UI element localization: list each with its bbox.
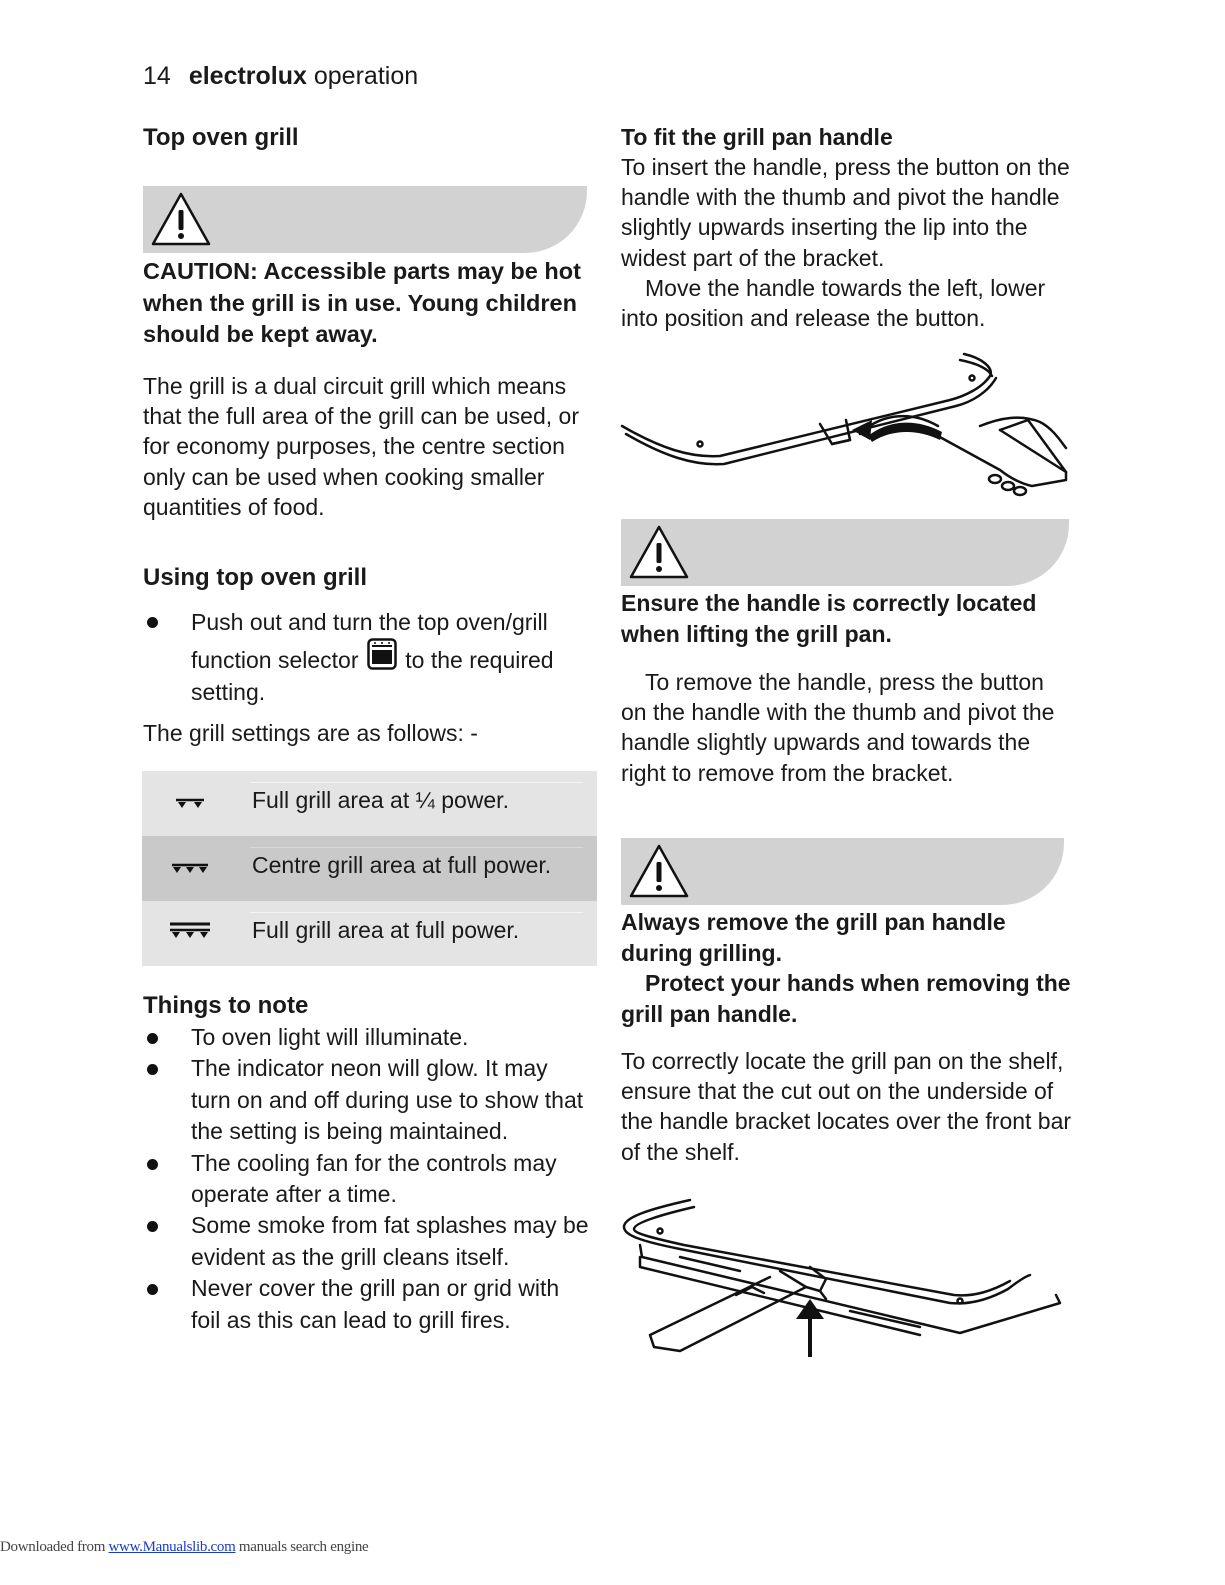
section-name: operation: [313, 62, 419, 90]
remove-handle-text: To remove the handle, press the button on the handle with the thumb and pivot the handle slightly upwards and towards the right to remove from the bracket.: [621, 669, 1055, 786]
manualslib-link[interactable]: www.Manualslib.com: [108, 1539, 236, 1555]
locate-pan-illustration: [620, 1195, 1070, 1365]
warning-triangle-icon: [150, 191, 212, 247]
top-oven-grill-title: Top oven grill: [143, 124, 299, 151]
using-grill-list: [143, 606, 593, 708]
grill-setting-text: Full grill area at full power.: [252, 917, 520, 943]
grill-setting-text: Centre grill area at full power.: [252, 852, 552, 878]
table-row: [142, 771, 597, 836]
warning-bar-2: [621, 838, 1064, 905]
caution-bar: [143, 186, 587, 253]
warning-text-2: Always remove the grill pan handle during grilling. Protect your hands when removing the grill pan handle.: [621, 909, 1071, 1027]
grill-settings-table: [142, 771, 597, 966]
using-grill-title: Using top oven grill: [143, 564, 368, 591]
grill-intro: The grill is a dual circuit grill which means that the full area of the grill can be used, or for economy purposes, the centre section only can be used when cooking smaller quantities of food.: [143, 373, 579, 520]
centre-grill-icon: [168, 862, 212, 876]
list-item: Push out and turn the top oven/grill function selector to the required setting.: [143, 606, 593, 708]
insert-handle-illustration: [620, 348, 1075, 498]
page-header: [143, 62, 418, 91]
full-grill-icon: [168, 921, 212, 941]
page-number: 14: [143, 62, 171, 90]
warning-bar-1: [621, 519, 1069, 586]
things-to-note-title: Things to note: [143, 992, 309, 1019]
notes-list: [143, 1022, 593, 1336]
warning-text-1: Ensure the handle is correctly located when lifting the grill pan.: [621, 590, 1037, 647]
quarter-power-grill-icon: [168, 797, 212, 811]
settings-intro: The grill settings are as follows: -: [143, 720, 478, 746]
warning-triangle-icon: [628, 843, 690, 899]
fit-handle-text: To insert the handle, press the button on the handle with the thumb and pivot the handle slightly upwards inserting the lip into the widest part of the bracket. Move the handle towards the left, lower into position and release the button.: [621, 154, 1070, 332]
locate-pan-text: To correctly locate the grill pan on the shelf, ensure that the cut out on the underside of the handle bracket locates over the front bar of the shelf.: [621, 1048, 1072, 1165]
table-row: [142, 901, 597, 966]
list-item: To oven light will illuminate.: [143, 1022, 593, 1053]
list-item: Never cover the grill pan or grid with foil as this can lead to grill fires.: [143, 1273, 593, 1336]
brand-name: electrolux: [188, 62, 307, 90]
fit-handle-title: To fit the grill pan handle: [621, 124, 893, 150]
function-selector-icon: [367, 638, 397, 670]
caution-text: CAUTION: Accessible parts may be hot when the grill is in use. Young children should be kept away.: [143, 258, 581, 347]
grill-setting-text: Full grill area at ¼ power.: [252, 787, 509, 813]
download-footer: Downloaded from www.Manualslib.com manuals search engine: [0, 1539, 369, 1555]
list-item: The cooling fan for the controls may operate after a time.: [143, 1148, 593, 1211]
list-item: The indicator neon will glow. It may turn on and off during use to show that the setting is being maintained.: [143, 1053, 593, 1147]
list-item: Some smoke from fat splashes may be evident as the grill cleans itself.: [143, 1210, 593, 1273]
warning-triangle-icon: [628, 524, 690, 580]
table-row: [142, 836, 597, 901]
